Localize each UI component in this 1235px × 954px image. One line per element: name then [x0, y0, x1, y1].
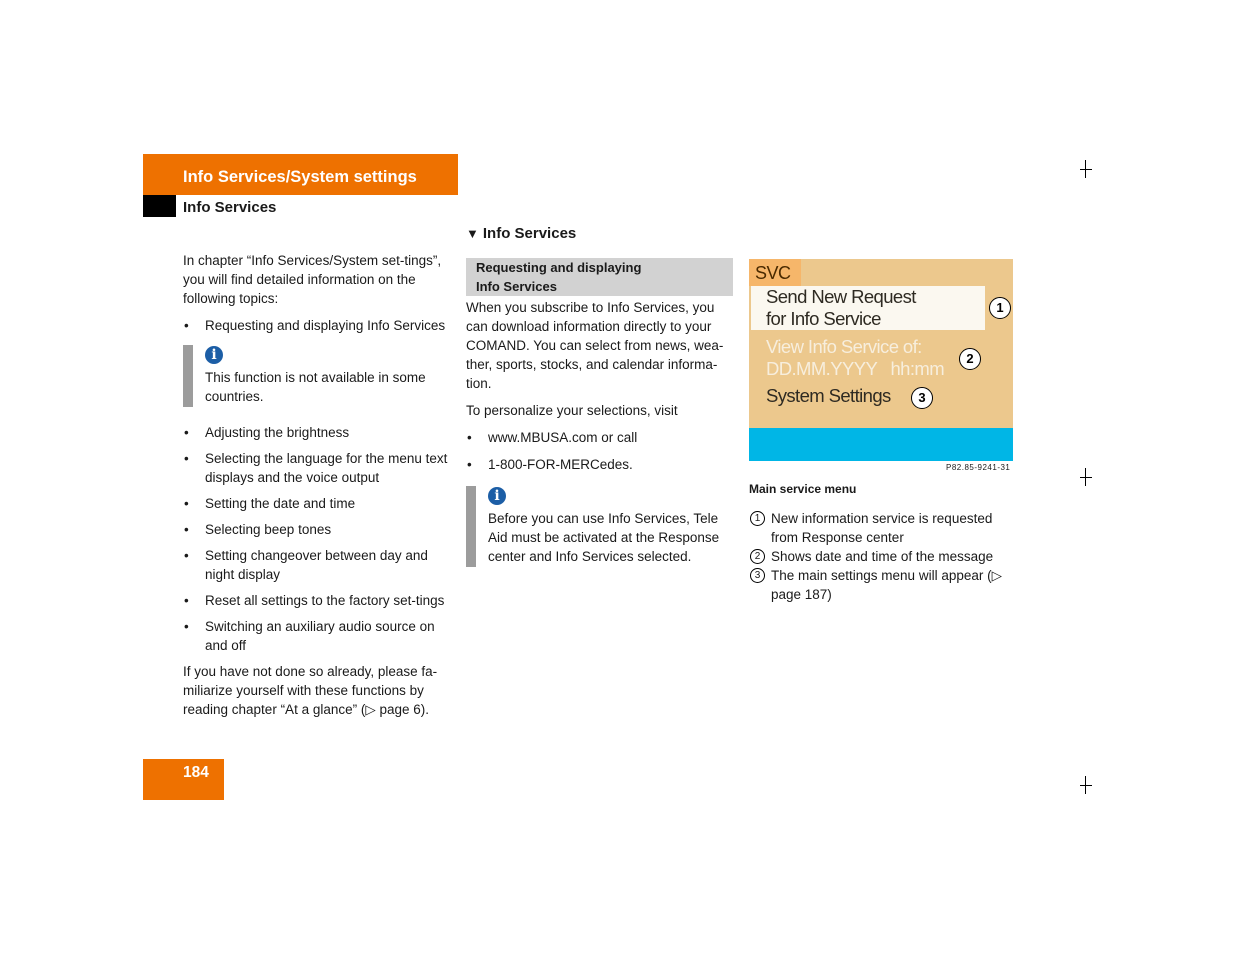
topic-list-b	[183, 423, 453, 655]
list-item: • Requesting and displaying Info Services	[183, 316, 453, 335]
figure-caption: Main service menu	[749, 482, 857, 496]
intro-paragraph: In chapter “Info Services/System set-tings”, you will find detailed information on the following topics:	[183, 253, 442, 306]
menu-item-view-info-line2: DD.MM.YYYY hh:mm	[766, 358, 945, 379]
callout-1: 1	[989, 297, 1011, 319]
chapter-title: Info Services/System settings	[183, 168, 417, 186]
list-item: • Selecting beep tones	[183, 520, 453, 539]
crop-mark	[1080, 776, 1094, 794]
subsection-title-line2: Info Services	[476, 279, 557, 294]
note-text: This function is not available in some countries.	[205, 370, 426, 404]
list-item: • 1-800-FOR-MERCedes.	[466, 455, 733, 474]
status-bar	[749, 428, 1013, 461]
callout-3: 3	[911, 387, 933, 409]
section-marker-block	[143, 195, 176, 217]
svc-tab	[749, 259, 801, 286]
subsection-title-line1: Requesting and displaying	[476, 260, 642, 275]
section-heading-text: Info Services	[482, 225, 577, 242]
info-note	[466, 486, 733, 566]
legend-text: Shows date and time of the message	[771, 549, 994, 564]
left-column	[183, 251, 453, 727]
list-item: • Switching an auxiliary audio source on and off	[183, 617, 453, 655]
outro-paragraph: If you have not done so already, please fa-miliarize yourself with these functions by reading chapter “At a glance” (▷ page 6).	[183, 664, 438, 717]
section-heading	[466, 225, 733, 243]
body-paragraph: When you subscribe to Info Services, you can download information directly to your COMAND. You can select from news, wea-ther, sports, stocks, and calendar informa-tion.	[466, 300, 724, 391]
service-menu-screen	[749, 259, 1013, 461]
menu-item-view-info-line1: View Info Service of:	[766, 336, 922, 357]
list-item: • www.MBUSA.com or call	[466, 428, 733, 447]
note-bar	[183, 345, 193, 407]
contact-list	[466, 428, 733, 474]
info-note	[183, 345, 453, 407]
legend-text: The main settings menu will appear (▷ page 187)	[771, 568, 1002, 602]
topic-list-a	[183, 316, 453, 335]
note-text: Before you can use Info Services, Tele Aid must be activated at the Response center and Info Services selected.	[488, 511, 720, 564]
crop-mark	[1080, 468, 1094, 486]
list-item: • Adjusting the brightness	[183, 423, 453, 442]
list-item: • Setting changeover between day and night display	[183, 546, 453, 584]
section-subtitle: Info Services	[183, 199, 277, 216]
note-bar	[466, 486, 476, 567]
menu-item-system-settings: System Settings	[766, 385, 891, 406]
legend-number: 1	[750, 511, 765, 526]
legend-item	[749, 509, 1017, 547]
info-icon: i	[205, 346, 223, 364]
body-paragraph: To personalize your selections, visit	[466, 403, 678, 418]
info-icon: i	[488, 487, 506, 505]
crop-mark	[1080, 160, 1094, 178]
middle-column	[466, 225, 733, 582]
page-number: 184	[183, 764, 209, 781]
menu-item-send-request-line1: Send New Request	[766, 286, 916, 307]
right-column	[749, 509, 1017, 604]
menu-item-send-request-line2: for Info Service	[766, 308, 881, 329]
svc-tab-label: SVC	[755, 263, 791, 283]
legend-item	[749, 566, 1017, 604]
list-item: • Setting the date and time	[183, 494, 453, 513]
list-item: • Selecting the language for the menu text displays and the voice output	[183, 449, 453, 487]
legend-item	[749, 547, 1017, 566]
image-reference: P82.85-9241-31	[946, 463, 1011, 472]
list-item: • Reset all settings to the factory set-tings	[183, 591, 453, 610]
callout-2: 2	[959, 348, 981, 370]
subsection-box	[466, 258, 733, 296]
legend-text: New information service is requested from Response center	[771, 511, 993, 545]
legend-number: 3	[750, 568, 765, 583]
triangle-down-icon: ▼	[466, 226, 479, 241]
legend-number: 2	[750, 549, 765, 564]
